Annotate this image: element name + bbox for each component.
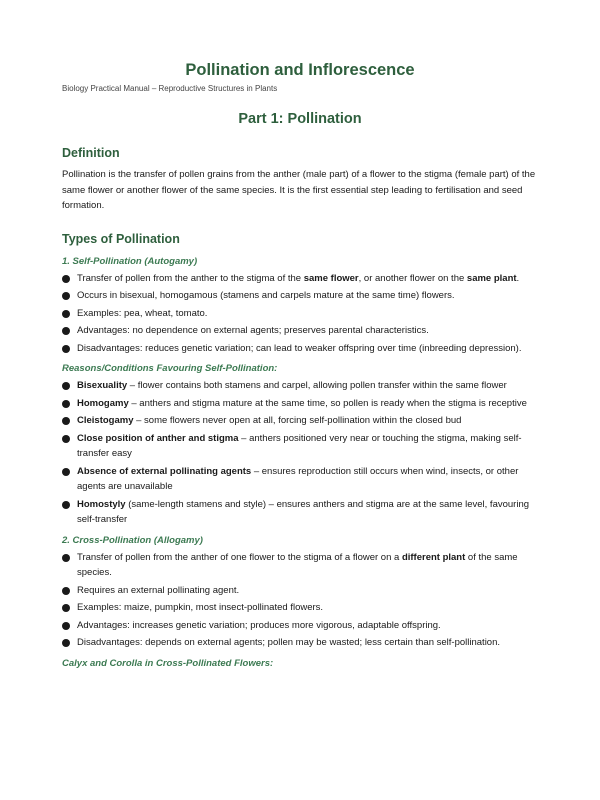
bullet-icon [62, 310, 70, 318]
item-text: Advantages: no dependence on external agents; preserves parental characteristics. [77, 325, 429, 336]
item-text: Examples: pea, wheat, tomato. [77, 307, 208, 319]
list-item [62, 618, 538, 634]
cross-pollination-heading: 2. Cross-Pollination (Allogamy) [62, 534, 203, 546]
item-text: Transfer of pollen from the anther to the stigma of the [77, 272, 304, 284]
bold-term: Cleistogamy [77, 415, 134, 426]
item-text: (same-length stamens and style) – ensures anthers and stigma are at the same level, favouring self-transfer [77, 498, 530, 525]
item-text: , or another flower on the [358, 272, 467, 284]
bullet-icon [62, 604, 70, 612]
item-text: Advantages: increases genetic variation; produces more vigorous, adaptable offspring. [77, 619, 441, 631]
self-pollination-list [62, 271, 538, 357]
reasons-list [62, 378, 538, 528]
list-item [62, 306, 538, 322]
list-item [62, 413, 538, 429]
bold-term: same plant [466, 272, 517, 284]
list-item [62, 635, 538, 651]
list-item [62, 600, 538, 616]
bullet-icon [62, 622, 70, 630]
item-text: of the same species. [77, 551, 518, 578]
bold-term: Homogamy [77, 397, 129, 409]
part-heading: Part 1: Pollination [238, 111, 362, 127]
list-item [62, 323, 538, 339]
document-subtitle: Biology Practical Manual – Reproductive Structures in Plants [62, 84, 278, 93]
list-item [62, 378, 538, 394]
bold-term: Bisexuality [77, 380, 128, 391]
bullet-icon [62, 435, 70, 443]
document-title: Pollination and Inflorescence [185, 61, 415, 79]
bold-term: Absence of external pollinating agents [77, 465, 252, 477]
bullet-icon [62, 501, 70, 509]
bullet-icon [62, 345, 70, 353]
bold-term: Close position of anther and stigma [77, 432, 239, 444]
bullet-icon [62, 468, 70, 476]
item-text: – anthers positioned very near or touching the stigma, making self-transfer easy [77, 432, 522, 459]
bullet-icon [62, 587, 70, 595]
list-item [62, 431, 538, 462]
bullet-icon [62, 639, 70, 647]
bold-term: same flower [303, 272, 359, 284]
list-item [62, 583, 538, 599]
item-text: . [516, 272, 520, 284]
item-text: Disadvantages: reduces genetic variation; can lead to weaker offspring over time (inbreeding depression). [77, 342, 522, 354]
item-text: Examples: maize, pumpkin, most insect-pollinated flowers. [77, 602, 324, 613]
bullet-icon [62, 417, 70, 425]
self-pollination-heading: 1. Self-Pollination (Autogamy) [62, 255, 198, 267]
item-text: – some flowers never open at all, forcing self-pollination within the closed bud [133, 415, 462, 426]
definition-heading: Definition [62, 146, 120, 160]
item-text: Requires an external pollinating agent. [77, 584, 240, 596]
bullet-icon [62, 382, 70, 390]
list-item [62, 396, 538, 412]
list-item [62, 464, 538, 495]
bullet-icon [62, 554, 70, 562]
item-text: Transfer of pollen from the anther of one flower to the stigma of a flower on a [77, 551, 402, 563]
list-item [62, 497, 538, 528]
bold-term: Homostyly [77, 498, 126, 510]
list-item [62, 288, 538, 304]
reasons-heading: Reasons/Conditions Favouring Self-Pollination: [62, 363, 278, 374]
bullet-icon [62, 275, 70, 283]
list-item [62, 341, 538, 357]
definition-text: Pollination is the transfer of pollen grains from the anther (male part) of a flower to the stigma (female part) of the same flower or another flower of the same species. It is the first essential step leading to fertilisation and seed formation. [62, 169, 536, 211]
list-item [62, 550, 538, 581]
types-heading: Types of Pollination [62, 231, 180, 246]
bullet-icon [62, 400, 70, 408]
item-text: – ensures reproduction still occurs when wind, insects, or other agents are unavailable [77, 465, 519, 492]
calyx-corolla-heading: Calyx and Corolla in Cross-Pollinated Flowers: [62, 657, 274, 669]
bold-term: different plant [401, 551, 466, 563]
cross-pollination-list [62, 550, 538, 651]
list-item [62, 271, 538, 287]
item-text: – anthers and stigma mature at the same time, so pollen is ready when the stigma is receptive [128, 397, 527, 409]
item-text: – flower contains both stamens and carpel, allowing pollen transfer within the same flower [127, 380, 507, 391]
item-text: Occurs in bisexual, homogamous (stamens and carpels mature at the same time) flowers. [77, 290, 455, 301]
item-text: Disadvantages: depends on external agents; pollen may be wasted; less certain than self-pollination. [77, 637, 501, 648]
bullet-icon [62, 292, 70, 300]
bullet-icon [62, 327, 70, 335]
